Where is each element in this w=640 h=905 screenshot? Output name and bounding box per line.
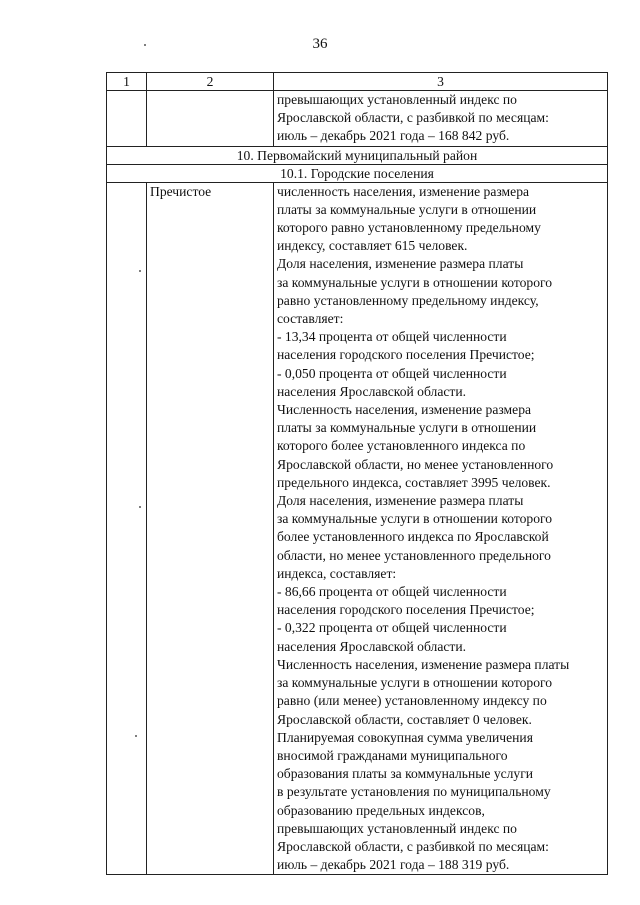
continuation-row [107, 91, 608, 147]
text-line: июль – декабрь 2021 года – 168 842 руб. [277, 128, 510, 144]
continuation-col-2 [147, 91, 274, 147]
text-line: - 86,66 процента от общей численности [277, 584, 507, 600]
text-line: превышающих установленный индекс по [277, 92, 517, 107]
text-line: области, но менее установленного предельного [277, 547, 551, 563]
text-line: населения городского поселения Пречистое; [277, 347, 535, 363]
table-header-row [107, 73, 608, 91]
page-number: 36 [312, 36, 328, 52]
text-line: - 13,34 процента от общей численности [277, 329, 507, 345]
settlement-col-1 [107, 182, 147, 875]
text-line: составляет: [277, 311, 344, 327]
text-line: - 0,050 процента от общей численности [277, 365, 507, 381]
text-line: - 0,322 процента от общей численности [277, 620, 507, 636]
scan-speck [144, 44, 146, 46]
text-line: платы за коммунальные услуги в отношении [277, 420, 537, 436]
text-line: Ярославской области, с разбивкой по месяцам: [277, 110, 549, 126]
text-line: Доля населения, изменение размера платы [277, 256, 524, 272]
text-line: июль – декабрь 2021 года – 188 319 руб. [277, 857, 510, 873]
text-line: равно установленному предельному индексу, [277, 292, 539, 308]
text-line: которого более установленного индекса по [277, 438, 526, 454]
continuation-col-1 [107, 91, 147, 147]
text-line: за коммунальные услуги в отношении которого [277, 274, 553, 290]
settlement-row [107, 182, 608, 875]
header-col-1: 1 [107, 73, 147, 91]
text-line: которого равно установленному предельному [277, 220, 541, 236]
text-line: индексу, составляет 615 человек. [277, 238, 468, 254]
text-line: Численность населения, изменение размера [277, 402, 532, 418]
text-line: предельного индекса, составляет 3995 человек. [277, 474, 551, 490]
text-line: платы за коммунальные услуги в отношении [277, 201, 537, 217]
indices-table [106, 72, 608, 875]
text-line: индекса, составляет: [277, 565, 397, 581]
district-row [107, 146, 608, 164]
subsection-title: 10.1. Городские поселения [107, 164, 608, 182]
settlement-text [274, 182, 608, 875]
text-line: Ярославской области, составляет 0 человек. [277, 711, 532, 727]
text-line: населения Ярославской области. [277, 638, 467, 654]
text-line: превышающих установленный индекс по [277, 820, 517, 836]
text-line: образования платы за коммунальные услуги [277, 766, 534, 782]
text-line: населения Ярославской области. [277, 383, 467, 399]
text-line: Планируемая совокупная сумма увеличения [277, 729, 533, 745]
header-col-2: 2 [147, 73, 274, 91]
text-line: вносимой гражданами муниципального [277, 747, 508, 763]
subsection-row [107, 164, 608, 182]
text-line: численность населения, изменение размера [277, 183, 530, 199]
text-line: образованию предельных индексов, [277, 802, 485, 818]
text-line: Численность населения, изменение размера платы [277, 656, 570, 672]
text-line: за коммунальные услуги в отношении которого [277, 675, 553, 691]
text-line: равно (или менее) установленному индексу по [277, 693, 547, 709]
district-title: 10. Первомайский муниципальный район [107, 146, 608, 164]
text-line: более установленного индекса по Ярославской [277, 529, 549, 545]
text-line: за коммунальные услуги в отношении которого [277, 511, 553, 527]
text-line: Доля населения, изменение размера платы [277, 493, 524, 509]
text-line: Ярославской области, с разбивкой по месяцам: [277, 838, 549, 854]
text-line: Ярославской области, но менее установленного [277, 456, 554, 472]
settlement-name: Пречистое [147, 182, 274, 875]
text-line: населения городского поселения Пречистое; [277, 602, 535, 618]
continuation-text [274, 91, 608, 147]
header-col-3: 3 [274, 73, 608, 91]
text-line: в результате установления по муниципальному [277, 784, 551, 800]
